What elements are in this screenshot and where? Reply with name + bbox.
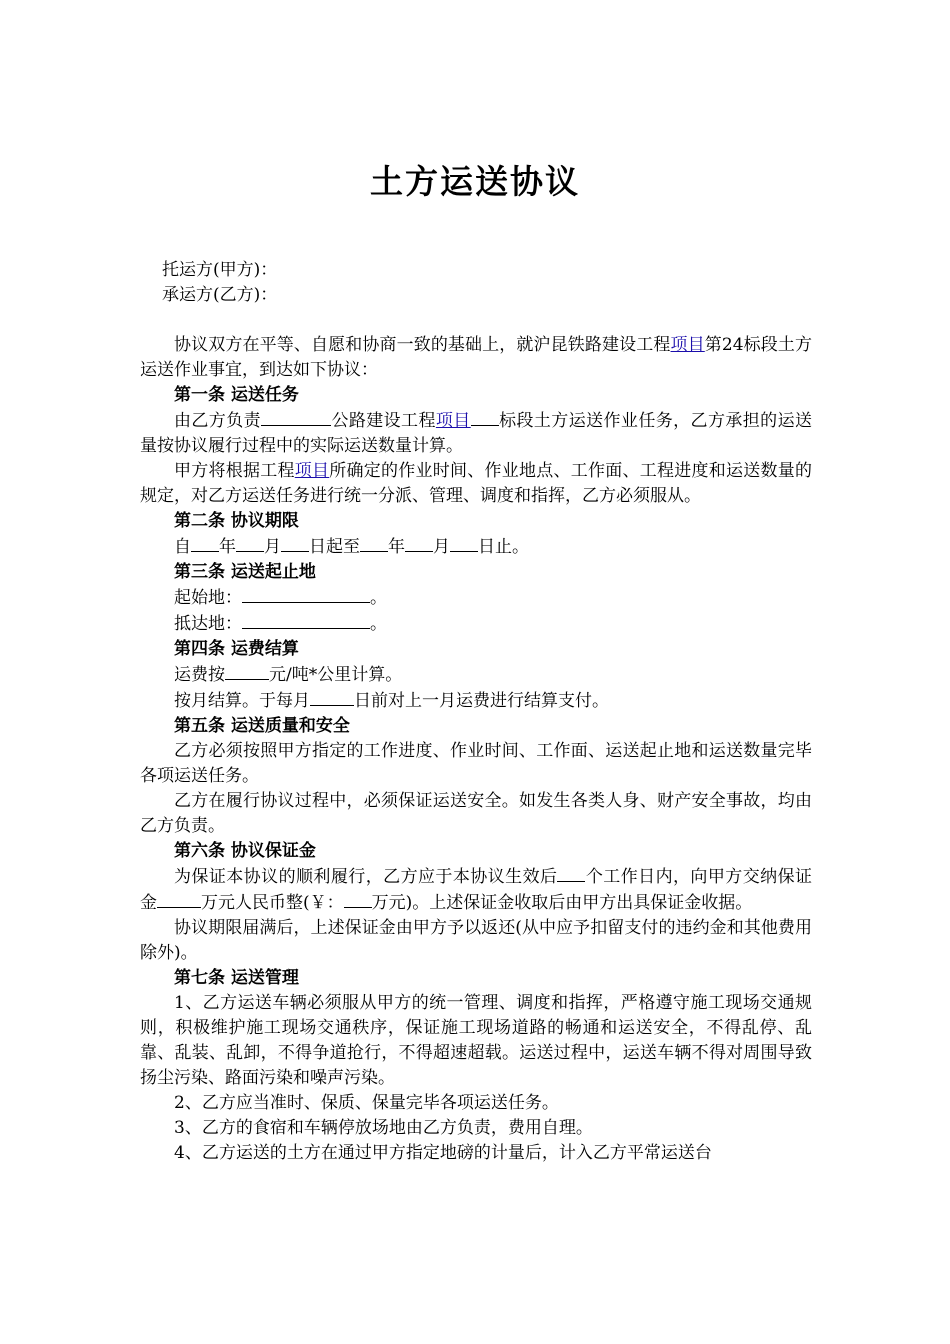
intro-paragraph xyxy=(140,333,812,383)
article-7-item: 3、乙方的食宿和车辆停放场地由乙方负责，费用自理。 xyxy=(174,1118,593,1138)
parties-block xyxy=(162,258,277,308)
article-6-paragraph-1 xyxy=(140,864,812,916)
article-4-paragraph-1 xyxy=(140,662,812,688)
art1-text-b: 公路建设工程 xyxy=(331,411,436,431)
art2-text-5: 年 xyxy=(388,537,405,557)
article-6-paragraph-2: 协议期限届满后，上述保证金由甲方予以返还(从中应予扣留支付的违约金和其他费用除外)。 xyxy=(140,918,812,963)
end-month-blank xyxy=(405,534,433,552)
origin-end: 。 xyxy=(370,588,387,608)
art2-text-2: 年 xyxy=(219,537,236,557)
working-days-blank xyxy=(557,864,585,882)
art2-text-3: 月 xyxy=(264,537,281,557)
art4-text-c: 按月结算。于每月 xyxy=(174,691,310,711)
start-day-blank xyxy=(281,534,309,552)
article-4-paragraph-2 xyxy=(140,688,812,714)
article-1-paragraph-2 xyxy=(140,459,812,509)
project-link[interactable]: 项目 xyxy=(670,335,705,355)
document-title: 土方运送协议 xyxy=(370,162,580,201)
deposit-amount-blank xyxy=(157,890,201,908)
article-1-paragraph-1 xyxy=(140,408,812,459)
destination-blank xyxy=(242,611,370,629)
art2-text-1: 自 xyxy=(174,537,191,557)
destination-label: 抵达地： xyxy=(174,614,242,634)
destination-line xyxy=(140,611,812,637)
article-6-heading: 第六条 协议保证金 xyxy=(174,841,316,861)
end-day-blank xyxy=(450,534,478,552)
article-3-heading: 第三条 运送起止地 xyxy=(174,562,316,582)
article-7-item: 1、乙方运送车辆必须服从甲方的统一管理、调度和指挥，严格遵守施工现场交通规则，积极维护施工现场交通秩序，保证施工现场道路的畅通和运送安全，不得乱停、乱靠、乱装、乱卸，不得争道抢行，不得超速超载。运送过程中，运送车辆不得对周围导致扬尘污染、路面污染和噪声污染。 xyxy=(140,993,812,1088)
article-7-heading: 第七条 运送管理 xyxy=(174,968,299,988)
project-link[interactable]: 项目 xyxy=(435,411,471,431)
art6-text-b: 个工作日内，向甲方交纳保证金 xyxy=(140,867,813,913)
freight-rate-blank xyxy=(225,662,269,680)
art2-text-6: 月 xyxy=(433,537,450,557)
section-blank xyxy=(471,408,499,426)
origin-blank xyxy=(242,585,370,603)
art1-text-a: 由乙方负责 xyxy=(174,411,262,431)
art6-text-c: 万元人民币整(￥： xyxy=(201,893,344,913)
destination-end: 。 xyxy=(370,614,387,634)
art6-text-d: 万元)。上述保证金收取后由甲方出具保证金收据。 xyxy=(371,893,753,913)
art2-text-7: 日止。 xyxy=(478,537,529,557)
intro-text-b: 第24标段土方运送作业事宜，到达如下协议： xyxy=(140,335,813,380)
project-link[interactable]: 项目 xyxy=(294,461,330,481)
carrier-party-line: 承运方(乙方)： xyxy=(162,285,278,305)
deposit-figure-blank xyxy=(344,890,372,908)
article-4-heading: 第四条 运费结算 xyxy=(174,639,299,659)
shipper-party-line: 托运方(甲方)： xyxy=(162,260,278,280)
art1-text-e: 所确定的作业时间、作业地点、工作面、工程进度和运送数量的规定，对乙方运送任务进行统一分派、管理、调度和指挥，乙方必须服从。 xyxy=(140,461,812,506)
article-5-paragraph-1: 乙方必须按照甲方指定的工作进度、作业时间、工作面、运送起止地和运送数量完毕各项运送任务。 xyxy=(140,741,812,786)
art6-text-a: 为保证本协议的顺利履行，乙方应于本协议生效后 xyxy=(174,867,558,887)
intro-text-a: 协议双方在平等、自愿和协商一致的基础上，就沪昆铁路建设工程 xyxy=(174,335,671,355)
art1-text-d: 甲方将根据工程 xyxy=(174,461,295,481)
article-1-heading: 第一条 运送任务 xyxy=(174,385,299,405)
article-5-paragraph-2: 乙方在履行协议过程中，必须保证运送安全。如发生各类人身、财产安全事故，均由乙方负责。 xyxy=(140,791,812,836)
settlement-day-blank xyxy=(310,688,354,706)
start-month-blank xyxy=(236,534,264,552)
art4-text-b: 元/吨*公里计算。 xyxy=(269,665,403,685)
article-7-item: 2、乙方应当准时、保质、保量完毕各项运送任务。 xyxy=(174,1093,559,1113)
article-5-heading: 第五条 运送质量和安全 xyxy=(174,716,350,736)
document-body xyxy=(140,333,812,1166)
origin-label: 起始地： xyxy=(174,588,242,608)
article-2-paragraph xyxy=(140,534,812,560)
article-2-heading: 第二条 协议期限 xyxy=(174,511,299,531)
start-year-blank xyxy=(191,534,219,552)
art4-text-a: 运费按 xyxy=(174,665,225,685)
end-year-blank xyxy=(360,534,388,552)
article-7-item: 4、乙方运送的土方在通过甲方指定地磅的计量后，计入乙方平常运送台 xyxy=(174,1143,712,1163)
art4-text-d: 日前对上一月运费进行结算支付。 xyxy=(354,691,609,711)
art1-text-c: 标段土方运送作业任务，乙方承担的运送量按协议履行过程中的实际运送数量计算。 xyxy=(140,411,812,456)
contractor-blank xyxy=(261,408,331,426)
origin-line xyxy=(140,585,812,611)
art2-text-4: 日起至 xyxy=(309,537,360,557)
